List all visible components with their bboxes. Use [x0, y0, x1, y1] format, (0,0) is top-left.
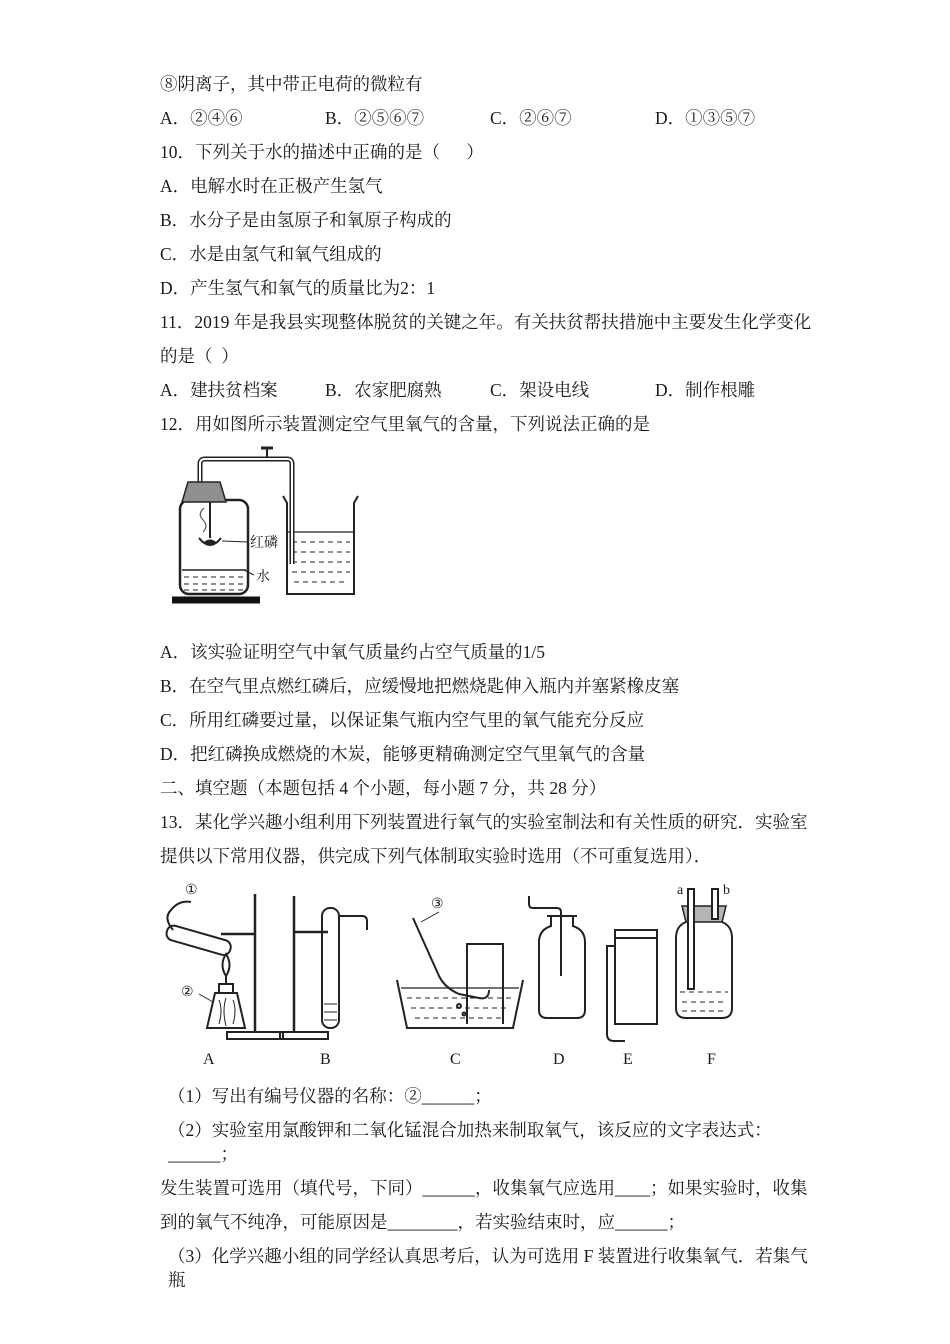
question-12-option-c: C．所用红磷要过量，以保证集气瓶内空气里的氧气能充分反应 [160, 710, 645, 730]
callout-2-label: ② [181, 985, 194, 1000]
question-10-option-d: D．产生氢气和氧气的质量比为2：1 [160, 278, 436, 298]
question-11-option-d: D．制作根雕 [655, 380, 756, 400]
apparatus-a-shape [165, 894, 283, 1039]
gas-bottle-shape [180, 500, 248, 594]
question-11-option-c: C．架设电线 [490, 380, 590, 400]
apparatus-f-shape [676, 889, 732, 1018]
apparatus-c-letter: C [450, 1051, 461, 1068]
question-11-option-b: B．农家肥腐熟 [325, 380, 442, 400]
question-11-options-row [160, 378, 820, 402]
question-11-stem-line1: 11．2019 年是我县实现整体脱贫的关键之年。有关扶贫帮扶措施中主要发生化学变化 [160, 312, 812, 332]
question-12-option-d: D．把红磷换成燃烧的木炭，能够更精确测定空气里氧气的含量 [160, 744, 646, 764]
section-2-heading: 二、填空题（本题包括 4 个小题，每小题 7 分，共 28 分） [160, 778, 607, 798]
question-10-option-b: B．水分子是由氢原子和氧原子构成的 [160, 210, 452, 230]
water-label: 水 [256, 570, 270, 585]
question-13-part-3: （3）化学兴趣小组的同学经认真思考后，认为可选用 F 装置进行收集氧气．若集气瓶 [168, 1246, 808, 1290]
question-10-option-c: C．水是由氢气和氧气组成的 [160, 244, 382, 264]
question-9-option-a: A．②④⑥ [160, 108, 243, 128]
question-12-stem: 12．用如图所示装置测定空气里氧气的含量，下列说法正确的是 [160, 414, 650, 434]
question-13-stem-line1: 13．某化学兴趣小组利用下列装置进行氧气的实验室制法和有关性质的研究．实验室 [160, 812, 808, 832]
apparatus-b-letter: B [320, 1051, 331, 1068]
stopper-shape [182, 482, 226, 502]
apparatus-a-letter: A [203, 1051, 215, 1068]
red-phosphorus-label: 红磷 [250, 536, 278, 551]
callout-3-label: ③ [431, 897, 444, 912]
question-12-option-b: B．在空气里点燃红磷后，应缓慢地把燃烧匙伸入瓶内并塞紧橡皮塞 [160, 676, 680, 696]
question-13-stem-line2: 提供以下常用仪器，供完成下列气体制取实验时选用（不可重复选用）． [160, 846, 712, 866]
apparatus-e-shape [607, 930, 657, 1041]
air-oxygen-measure-figure [172, 446, 372, 618]
question-9-stem-tail: ⑧阴离子，其中带正电荷的微粒有 [160, 74, 423, 94]
apparatus-e-letter: E [623, 1051, 633, 1068]
apparatus-b-shape [280, 896, 367, 1039]
question-10-stem: 10．下列关于水的描述中正确的是（ ） [160, 142, 484, 162]
port-b-label: b [723, 883, 730, 898]
question-10-option-a: A．电解水时在正极产生氢气 [160, 176, 383, 196]
apparatus-d-shape [529, 896, 585, 1018]
question-9-option-d: D．①③⑤⑦ [655, 108, 756, 128]
port-a-label: a [677, 883, 684, 898]
apparatus-d-letter: D [553, 1051, 565, 1068]
question-12-option-a: A．该实验证明空气中氧气质量约占空气质量的1/5 [160, 642, 545, 662]
question-9-options-row [160, 106, 820, 130]
smoke-squiggle [200, 508, 206, 532]
gas-preparation-apparatus-figure [155, 878, 780, 1070]
question-11-stem-line2: 的是（ ） [160, 346, 239, 366]
question-13-part-2-line2: 发生装置可选用（填代号，下同）______，收集氧气应选用____；如果实验时，收集 [160, 1178, 808, 1198]
question-9-option-b: B．②⑤⑥⑦ [325, 108, 425, 128]
question-13-part-2-line1: （2）实验室用氯酸钾和二氧化锰混合加热来制取氧气，该反应的文字表达式：______； [168, 1120, 772, 1164]
delivery-tube-shape [200, 459, 292, 564]
apparatus-c-shape [397, 918, 523, 1028]
callout-1-label: ① [185, 883, 198, 898]
question-11-option-a: A．建扶贫档案 [160, 380, 278, 400]
question-13-part-1: （1）写出有编号仪器的名称：②______； [168, 1086, 492, 1106]
question-13-part-2-line3: 到的氧气不纯净，可能原因是________，若实验结束时，应______； [160, 1212, 685, 1232]
question-9-option-c: C．②⑥⑦ [490, 108, 572, 128]
apparatus-f-letter: F [707, 1051, 716, 1068]
